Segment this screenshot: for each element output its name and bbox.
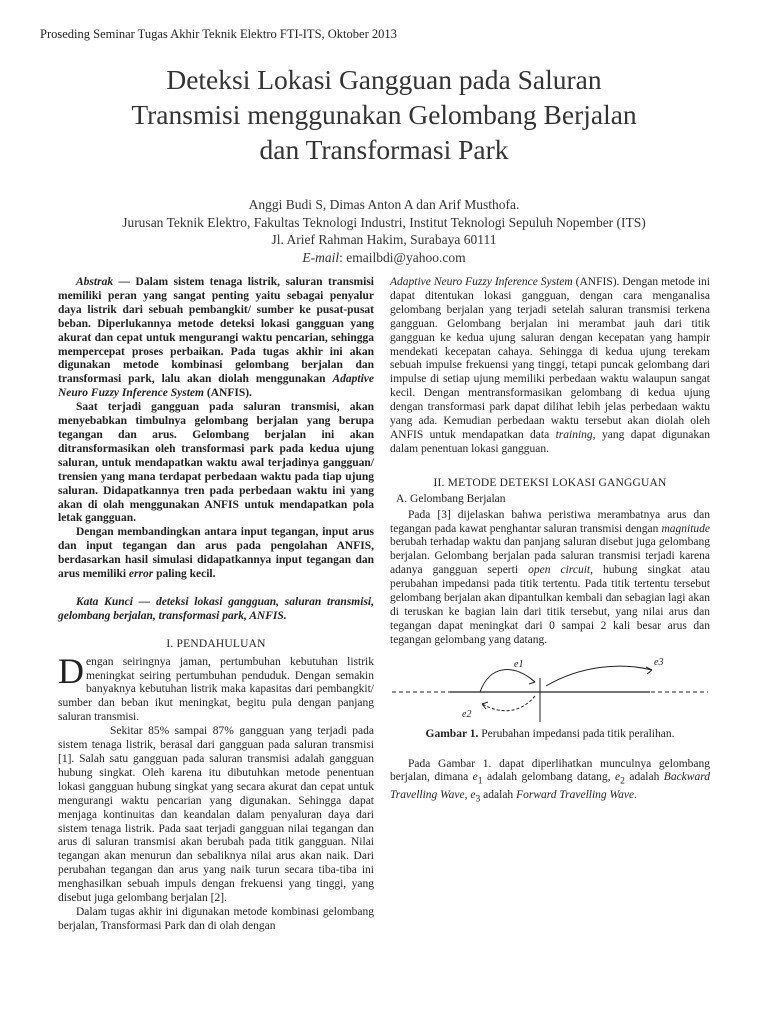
- paper-title: [0, 62, 768, 167]
- abstract-paragraph-1: Abstrak — Dalam sistem tenaga listrik, saluran transmisi memiliki peran yang sangat penting yaitu sebagai penyalur daya listrik dari sebuah pembangkit/ sumber ke pusat-pusat beban. Diperlukannya metode deteksi lokasi gangguan yang akurat dan cepat untuk mengurangi waktu pencarian, sehingga mempercepat proses perbaikan. Pada tugas akhir ini akan digunakan metode kombinasi gelombang berjalan dan transformasi park, lalu akan diolah menggunakan Adaptive Neuro Fuzzy Inference System (ANFIS).: [58, 276, 374, 400]
- subsection-heading: A. Gelombang Berjalan: [396, 492, 506, 505]
- abstract-paragraph-2: Saat terjadi gangguan pada saluran transmisi, akan menyebabkan timbulnya gelombang berjalan yang berupa tegangan dan arus. Gelombang berjalan ini akan ditransformasikan oleh transformasi park pada kedua ujung saluran, untuk mendapatkan waktu awal terjadinya gangguan/ trensien yang mana terdapat perbedaan waktu pada tiap ujung saluran. Didapatkannya tren pada perbedaan waktu ini yang akan di olah menggunakan ANFIS untuk mendapatkan pola letak gangguan.: [58, 401, 374, 525]
- email-address: : emailbdi@yahoo.com: [339, 249, 466, 265]
- caption-label: Gambar 1.: [425, 727, 479, 740]
- title-line-3: dan Transformasi Park: [259, 134, 509, 165]
- abstract-label: Abstrak: [76, 276, 114, 288]
- abstract-paragraph-3: Dengan membandingkan antara input tegangan, input arus dan input tegangan dan arus pada pengolahan ANFIS, berdasarkan hasil simulasi didapatkannya input tegangan dan arus memiliki error paling kecil.: [58, 526, 374, 581]
- author-address: Jl. Arief Rahman Hakim, Surabaya 60111: [271, 232, 497, 247]
- label-e2: e2: [462, 708, 472, 720]
- section-heading-introduction: I. PENDAHULUAN: [166, 637, 266, 650]
- reflected-wave-curve: [482, 696, 535, 711]
- intro-paragraph-3: Dalam tugas akhir ini digunakan metode kombinasi gelombang berjalan, Transformasi Park dan di olah dengan: [58, 905, 374, 932]
- running-header: Proseding Seminar Tugas Akhir Teknik Elektro FTI-ITS, Oktober 2013: [40, 27, 397, 41]
- drop-cap: D: [58, 650, 84, 691]
- figure-1: [390, 656, 710, 724]
- label-e1: e1: [514, 658, 524, 670]
- figure-caption: Gambar 1. Perubahan impedansi pada titik peralihan.: [425, 727, 675, 740]
- right-paragraph-1: Adaptive Neuro Fuzzy Inference System (ANFIS). Dengan metode ini dapat ditentukan lokasi gangguan, dengan cara menganalisa gelombang berjalan yang terjadi setelah saluran transmisi terkena gangguan. Gelombang berjalan ini merambat jauh dari titik gangguan ke kedua ujung saluran dengan kecepatan yang hampir mendekati kecepatan cahaya. Sehingga di kedua ujung terekam sebuah impulse frekuensi yang tinggi, tetapi puncak gelombang dari impulse di setiap ujung memiliki perbedaan waktu walaupun sangat kecil. Dengan mentransformasikan gelombang di kedua ujung dengan transformasi park dapat dilihat lebih jelas perbedaan waktu yang ada. Kemudian perbedaan waktu tersebut akan diolah oleh ANFIS untuk mendapatkan data training, yang dapat digunakan dalam penentuan lokasi gangguan.: [390, 276, 710, 455]
- email-label: E-mail: [302, 249, 340, 265]
- intro-paragraph-1: Dengan seiringnya jaman, pertumbuhan kebutuhan listrik meningkat seiring pertumbuhan penduduk. Dengan semakin banyaknya kebutuhan listrik maka kapasitas dari pembangkit/ sumber dan beban ikut meningkat, begitu pula dengan panjang saluran transmisi.: [58, 650, 374, 724]
- title-line-1: Deteksi Lokasi Gangguan pada Saluran: [166, 64, 602, 95]
- author-affiliation: Jurusan Teknik Elektro, Fakultas Teknologi Industri, Institut Teknologi Sepuluh Nopember (ITS): [122, 214, 646, 230]
- title-line-2: Transmisi menggunakan Gelombang Berjalan: [131, 99, 637, 130]
- intro-paragraph-2: Sekitar 85% sampai 87% gangguan yang terjadi pada sistem tenaga listrik, berasal dari gangguan pada saluran transmisi [1]. Salah satu gangguan pada saluran transmisi adalah gangguan hubung singkat. Oleh karena itu dibutuhkan metode penentuan lokasi gangguan hubung singkat yang secara akurat dan cepat untuk mengurangi waktu pencarian yang digunakan. Sehingga dapat menjaga kontinuitas dan keandalan dalam penyaluran daya dari sistem tenaga listrik. Pada saat terjadi gangguan nilai tegangan dan arus di saluran transmisi akan berubah pada titik gangguan. Nilai tegangan akan menurun dan sebaliknya nilai arus akan naik. Dari perubahan tegangan dan arus yang naik turun secara tiba-tiba ini menghasilkan sebuah impuls dengan frekuensi yang tinggi, yang disebut juga gelombang berjalan [2].: [58, 725, 374, 905]
- right-column: [390, 276, 710, 806]
- author-block: [0, 196, 768, 266]
- section-heading-method: II. METODE DETEKSI LOKASI GANGGUAN: [433, 476, 667, 489]
- transmitted-wave-curve: [546, 666, 652, 686]
- method-paragraph-2: Pada Gambar 1. dapat diperlihatkan munculnya gelombang berjalan, dimana $e_1$ adalah gelombang datang, $e_2$ adalah Backward Travelling Wave, $e_3$ adalah Forward Travelling Wave.: [390, 757, 710, 804]
- keywords: Kata Kunci — deteksi lokasi gangguan, saluran transmisi, gelombang berjalan, transformasi park, ANFIS.: [58, 595, 374, 622]
- author-names: Anggi Budi S, Dimas Anton A dan Arif Musthofa.: [248, 197, 520, 212]
- incident-wave-curve: [480, 669, 535, 691]
- method-paragraph-1: Pada [3] dijelaskan bahwa peristiwa merambatnya arus dan tegangan pada kawat penghantar saluran transmisi dengan magnitude berubah terhadap waktu dan panjang saluran disebut juga gelombang berjalan. Gelombang berjalan pada saluran transmisi terjadi karena adanya gangguan seperti open circuit, hubung singkat atau perubahan impedansi pada titik tertentu. Pada titik tertentu tersebut gelombang berjalan akan dipantulkan kembali dan sebagian lagi akan di teruskan ke bagian lain dari titik tersebut, yang nilai arus dan tegangan dapat meningkat dari 0 sampai 2 kali besar arus dan tegangan gelombang yang datang.: [390, 508, 710, 646]
- author-email: [0, 249, 768, 267]
- label-e3: e3: [654, 656, 664, 668]
- keywords-label: Kata Kunci: [76, 595, 133, 608]
- transmitted-arrow: [646, 667, 652, 674]
- left-column: [58, 276, 374, 934]
